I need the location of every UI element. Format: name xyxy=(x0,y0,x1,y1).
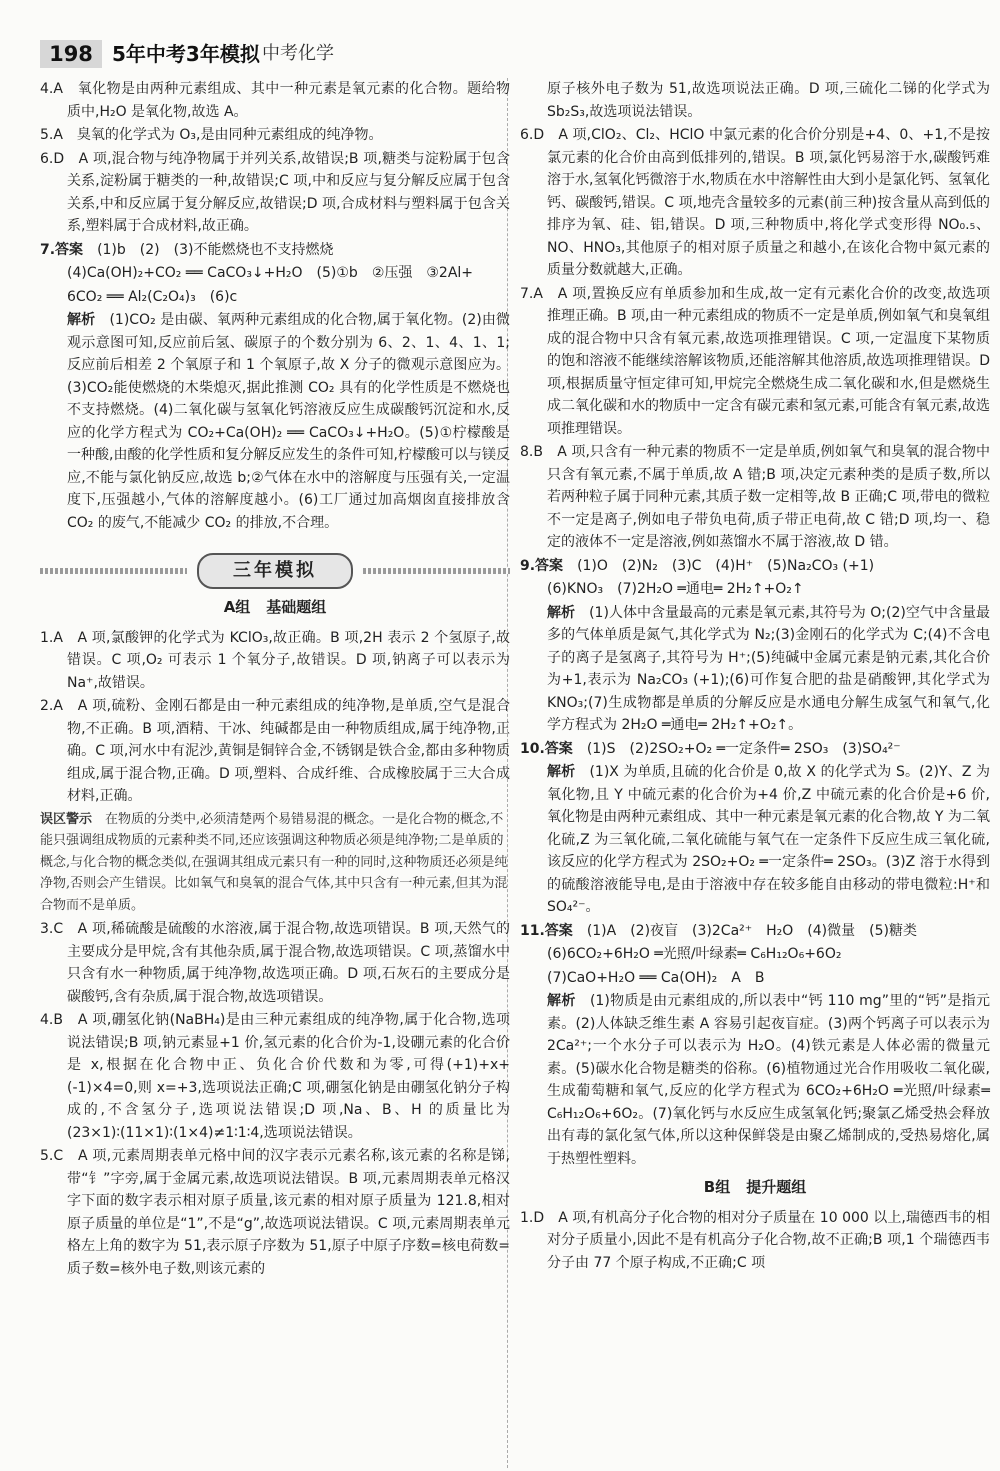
answer-a9-heading: 9.答案 xyxy=(520,557,564,574)
answer-q7-line1 xyxy=(40,239,510,262)
warning-text: 在物质的分类中,必须清楚两个易错易混的概念。一是化合物的概念,不能只强调组成物质的元素种类不同,还应该强调这种物质必须是纯净物;二是单质的概念,与化合物的概念类似,在强调其组成元素只有一种的同时,这种物质还必须是纯净物,否则会产生错误。比如氧气和臭氧的混合气体,其中只含有一种元素,但其为混合物而不是单质。 xyxy=(40,811,508,913)
answer-a6: 6.D A 项,ClO₂、Cl₂、HClO 中氯元素的化合价分别是+4、0、+1,不是按氯元素的化合价由高到低排列的,错误。B 项,氯化钙易溶于水,碳酸钙难溶于水,氢氧化钙微溶于水,物质在水中溶解性由大到小是氯化钙、氢氧化钙、碳酸钙,错误。C 项,地壳含量较多的元素(前三种)按含量从高到低的排序为氧、硅、铝,错误。D 项,三种物质中,将化学式变形得 NO₀.₅、NO、HNO₃,其他原子的相对原子质量之和越小,在该化合物中氮元素的质量分数就越大,正确。 xyxy=(520,127,990,278)
answer-a9-line1 xyxy=(520,555,990,578)
answer-a5: 5.C A 项,元素周期表单元格中间的汉字表示元素名称,该元素的名称是锑,带“钅”字旁,属于金属元素,故选项说法错误。B 项,元素周期表单元格汉字下面的数字表示相对原子质量,该元素的相对原子质量为 121.8,相对原子质量的单位是“1”,不是“g”,故选项说法错误。C 项,元素周期表单元格左上角的数字为 51,表示原子序数为 51,原子中原子序数=核电荷数=质子数=核外电子数,则该元素的 xyxy=(40,1148,510,1277)
group-b-label: B组 xyxy=(703,1178,731,1196)
analysis-label: 解析 xyxy=(547,993,576,1009)
answer-a11-line2: (6)6CO₂+6H₂O ═光照/叶绿素═ C₆H₁₂O₆+6O₂ xyxy=(547,946,842,962)
page-header xyxy=(0,0,1000,72)
answer-q5: 5.A 臭氧的化学式为 O₃,是由同种元素组成的纯净物。 xyxy=(40,127,383,143)
answer-a3: 3.C A 项,稀硫酸是硫酸的水溶液,属于混合物,故选项错误。B 项,天然气的主要成分是甲烷,含有其他杂质,属于混合物,故选项错误。C 项,蒸馏水中只含有水一种物质,属于纯净物,故选项正确。D 项,石灰石的主要成分是碳酸钙,含有杂质,属于混合物,故选项错误。 xyxy=(40,921,510,1005)
answer-q4: 4.A 氧化物是由两种元素组成、其中一种元素是氧元素的化合物。题给物质中,H₂O 是氧化物,故选 A。 xyxy=(40,81,510,120)
warning-label: 误区警示 xyxy=(40,811,93,827)
analysis-text: (1)CO₂ 是由碳、氧两种元素组成的化合物,属于氧化物。(2)由微观示意图可知,反应前后氢、碳原子的个数分别为 6、2、1、4、1、1;反应前后相差 2 个氧原子和 1 个氧原子,故 X 分子的微观示意图应为。(3)CO₂能使燃烧的木柴熄灭,据此推测 CO₂ 具有的化学性质是不燃烧也不支持燃烧。(4)二氧化碳与氢氧化钙溶液反应生成碳酸钙沉淀和水,反应的化学方程式为 CO₂+Ca(OH)₂ ══ CaCO₃↓+H₂O。(5)①柠檬酸是一种酸,由酸的化学性质和复分解反应发生的条件可知,柠檬酸可以与镁反应,不能与氯化钠反应,故选 b;②气体在水中的溶解度与压强有关,一定温度下,压强越小,气体的溶解度越小。(6)工厂通过加高烟囱直接排放含 CO₂ 的废气,不能减少 CO₂ 的排放,不合理。 xyxy=(67,312,511,531)
answer-a11-analysis xyxy=(520,990,990,1170)
answer-a10-heading: 10.答案 xyxy=(520,740,573,757)
subject-label: 中考化学 xyxy=(262,43,334,64)
answer-a11-text1: (1)A (2)夜盲 (3)2Ca²⁺ H₂O (4)微量 (5)糖类 xyxy=(586,922,917,939)
answer-a2: 2.A A 项,硫粉、金刚石都是由一种元素组成的纯净物,是单质,空气是混合物,不正确。B 项,酒精、干冰、纯碱都是由一种物质组成,属于纯净物,正确。C 项,河水中有泥沙,黄铜是铜锌合金,不锈钢是铁合金,都由多种物质组成,属于混合物,正确。D 项,塑料、合成纤维、合成橡胶属于三大合成材料,正确。 xyxy=(40,698,510,804)
answer-a1: 1.A A 项,氯酸钾的化学式为 KClO₃,故正确。B 项,2H 表示 2 个氢原子,故错误。C 项,O₂ 可表示 1 个氧分子,故错误。D 项,钠离子可以表示为 Na⁺,故错误。 xyxy=(40,629,510,691)
group-b-heading xyxy=(520,1176,990,1199)
answer-a7: 7.A A 项,置换反应有单质参加和生成,故一定有元素化合价的改变,故选项推理正确。B 项,由一种元素组成的物质不一定是单质,例如氧气和臭氧组成的混合物中只含有氧元素,故选项推理错误。C 项,一定温度下某物质的饱和溶液不能继续溶解该物质,还能溶解其他溶质,故选项推理错误。D 项,根据质量守恒定律可知,甲烷完全燃烧生成二氧化碳和水,但是燃烧生成二氧化碳和水的物质中一定含有碳元素和氢元素,可能含有氧元素,故选项推理错误。 xyxy=(520,285,990,437)
analysis-label: 解析 xyxy=(547,764,576,780)
answer-a4: 4.B A 项,硼氢化钠(NaBH₄)是由三种元素组成的纯净物,属于化合物,选项说法错误;B 项,钠元素显+1 价,氢元素的化合价为-1,设硼元素的化合价是 x,根据在化合物中正、负化合价代数和为零,可得(+1)+x+(-1)×4=0,则 x=+3,选项说法正确;C 项,硼氢化钠是由硼氢化钠分子构成的,不含氢分子,选项说法错误;D 项,Na、B、H 的质量比为(23×1)∶(11×1)∶(1×4)≠1∶1∶4,选项说法错误。 xyxy=(40,1012,510,1141)
analysis-text: (1)物质是由元素组成的,所以表中“钙 110 mg”里的“钙”是指元素。(2)人体缺乏维生素 A 容易引起夜盲症。(3)两个钙离子可以表示为 2Ca²⁺;一个水分子可以表示为 H₂O。(4)铁元素是人体必需的微量元素。(5)碳水化合物是糖类的俗称。(6)植物通过光合作用吸收二氧化碳,生成葡萄糖和氧气,反应的化学方程式为 6CO₂+6H₂O ═光照/叶绿素═ C₆H₁₂O₆+6O₂。(7)氧化钙与水反应生成氢氧化钙;聚氯乙烯受热会释放出有毒的氯化氢气体,所以这种保鲜袋是由聚乙烯制成的,受热易熔化,属于热塑性塑料。 xyxy=(547,993,990,1167)
group-a-heading xyxy=(40,596,510,619)
answer-q7-heading: 7.答案 xyxy=(40,241,84,258)
answer-q7-line3: 6CO₂ ══ Al₂(C₂O₄)₃ (6)c xyxy=(67,288,238,305)
answer-b1: 1.D A 项,有机高分子化合物的相对分子质量在 10 000 以上,瑞德西韦的相对分子质量小,因此不是有机高分子化合物,故不正确;B 项,1 个瑞德西韦分子由 77 个原子构成,不正确;C 项 xyxy=(520,1209,990,1271)
answer-a10-analysis xyxy=(520,761,990,919)
answer-a9-analysis xyxy=(520,602,990,737)
analysis-text: (1)X 为单质,且硫的化合价是 0,故 X 的化学式为 S。(2)Y、Z 为氧化物,且 Y 中硫元素的化合价为+4 价,Z 中硫元素的化合价是+6 价,氧化物是由两种元素组成、其中一种元素是氧元素的化合物,故 Y 为二氧化硫,Z 为三氧化硫,二氧化硫能与氧气在一定条件下反应生成三氧化硫,该反应的化学方程式为 2SO₂+O₂ ═一定条件═ 2SO₃。(3)Z 溶于水得到的硫酸溶液能导电,是由于溶液中存在较多能自由移动的带电微粒:H⁺和 SO₄²⁻。 xyxy=(547,764,991,915)
left-column xyxy=(40,78,510,1281)
section-banner xyxy=(40,554,510,588)
group-b-title: 提升题组 xyxy=(746,1178,807,1196)
answer-a11-heading: 11.答案 xyxy=(520,922,573,939)
warning-box xyxy=(40,809,510,917)
banner-right-bar xyxy=(363,568,510,574)
group-a-label: A组 xyxy=(223,598,251,616)
right-column xyxy=(520,78,990,1275)
answer-q7-line2: (4)Ca(OH)₂+CO₂ ══ CaCO₃↓+H₂O (5)①b ②压强 ③2Al+ xyxy=(67,265,474,281)
answer-q6: 6.D A 项,混合物与纯净物属于并列关系,故错误;B 项,糖类与淀粉属于包含关系,淀粉属于糖类的一种,故错误;C 项,中和反应与复分解反应属于包含关系,中和反应属于复分解反应,故错误;D 项,合成材料与塑料属于包含关系,塑料属于合成材料,故正确。 xyxy=(40,150,510,234)
answer-a10-line1 xyxy=(520,738,990,761)
answer-q7-text1: (1)b (2) (3)不能燃烧也不支持燃烧 xyxy=(97,241,334,258)
banner-left-bar xyxy=(40,568,187,574)
analysis-label: 解析 xyxy=(547,604,576,621)
answer-a9-text1: (1)O (2)N₂ (3)C (4)H⁺ (5)Na₂CO₃ (+1) xyxy=(577,557,875,574)
answer-a11-line1 xyxy=(520,920,990,943)
banner-title: 三年模拟 xyxy=(197,553,353,589)
answer-q7-analysis xyxy=(40,309,510,534)
analysis-text: (1)人体中含量最高的元素是氧元素,其符号为 O;(2)空气中含量最多的气体单质是氮气,其化学式为 N₂;(3)金刚石的化学式为 C;(4)不含电子的离子是氢离子,其符号为 H⁺;(5)纯碱中金属元素是钠元素,其化合价为+1,表示为 Na₂CO₃ (+1);(6)可作复合肥的盐是硝酸钾,其化学式为 KNO₃;(7)生成物都是单质的分解反应是水通电分解生成氢气和氧气,化学方程式为 2H₂O ═通电═ 2H₂↑+O₂↑。 xyxy=(547,604,990,733)
book-title: 5年中考3年模拟 xyxy=(112,42,260,66)
answer-a8: 8.B A 项,只含有一种元素的物质不一定是单质,例如氧气和臭氧的混合物中只含有氧元素,不属于单质,故 A 错;B 项,决定元素种类的是质子数,所以若两种粒子属于同种元素,其质子数一定相等,故 B 正确;C 项,带电的微粒不一定是离子,例如电子带负电荷,质子带正电荷,故 C 错;D 项,均一、稳定的液体不一定是溶液,例如蒸馏水不属于溶液,故 D 错。 xyxy=(520,444,990,550)
answer-a10-text1: (1)S (2)2SO₂+O₂ ═一定条件═ 2SO₃ (3)SO₄²⁻ xyxy=(586,740,901,757)
analysis-label: 解析 xyxy=(67,312,96,328)
page-number: 198 xyxy=(40,40,102,68)
answer-a11-line3: (7)CaO+H₂O ══ Ca(OH)₂ A B xyxy=(547,969,765,986)
answer-a5-continued: 原子核外电子数为 51,故选项说法正确。D 项,三硫化二锑的化学式为 Sb₂S₃,故选项说法错误。 xyxy=(547,81,990,120)
group-a-title: 基础题组 xyxy=(266,598,327,616)
answer-a9-line2: (6)KNO₃ (7)2H₂O ═通电═ 2H₂↑+O₂↑ xyxy=(547,581,804,597)
